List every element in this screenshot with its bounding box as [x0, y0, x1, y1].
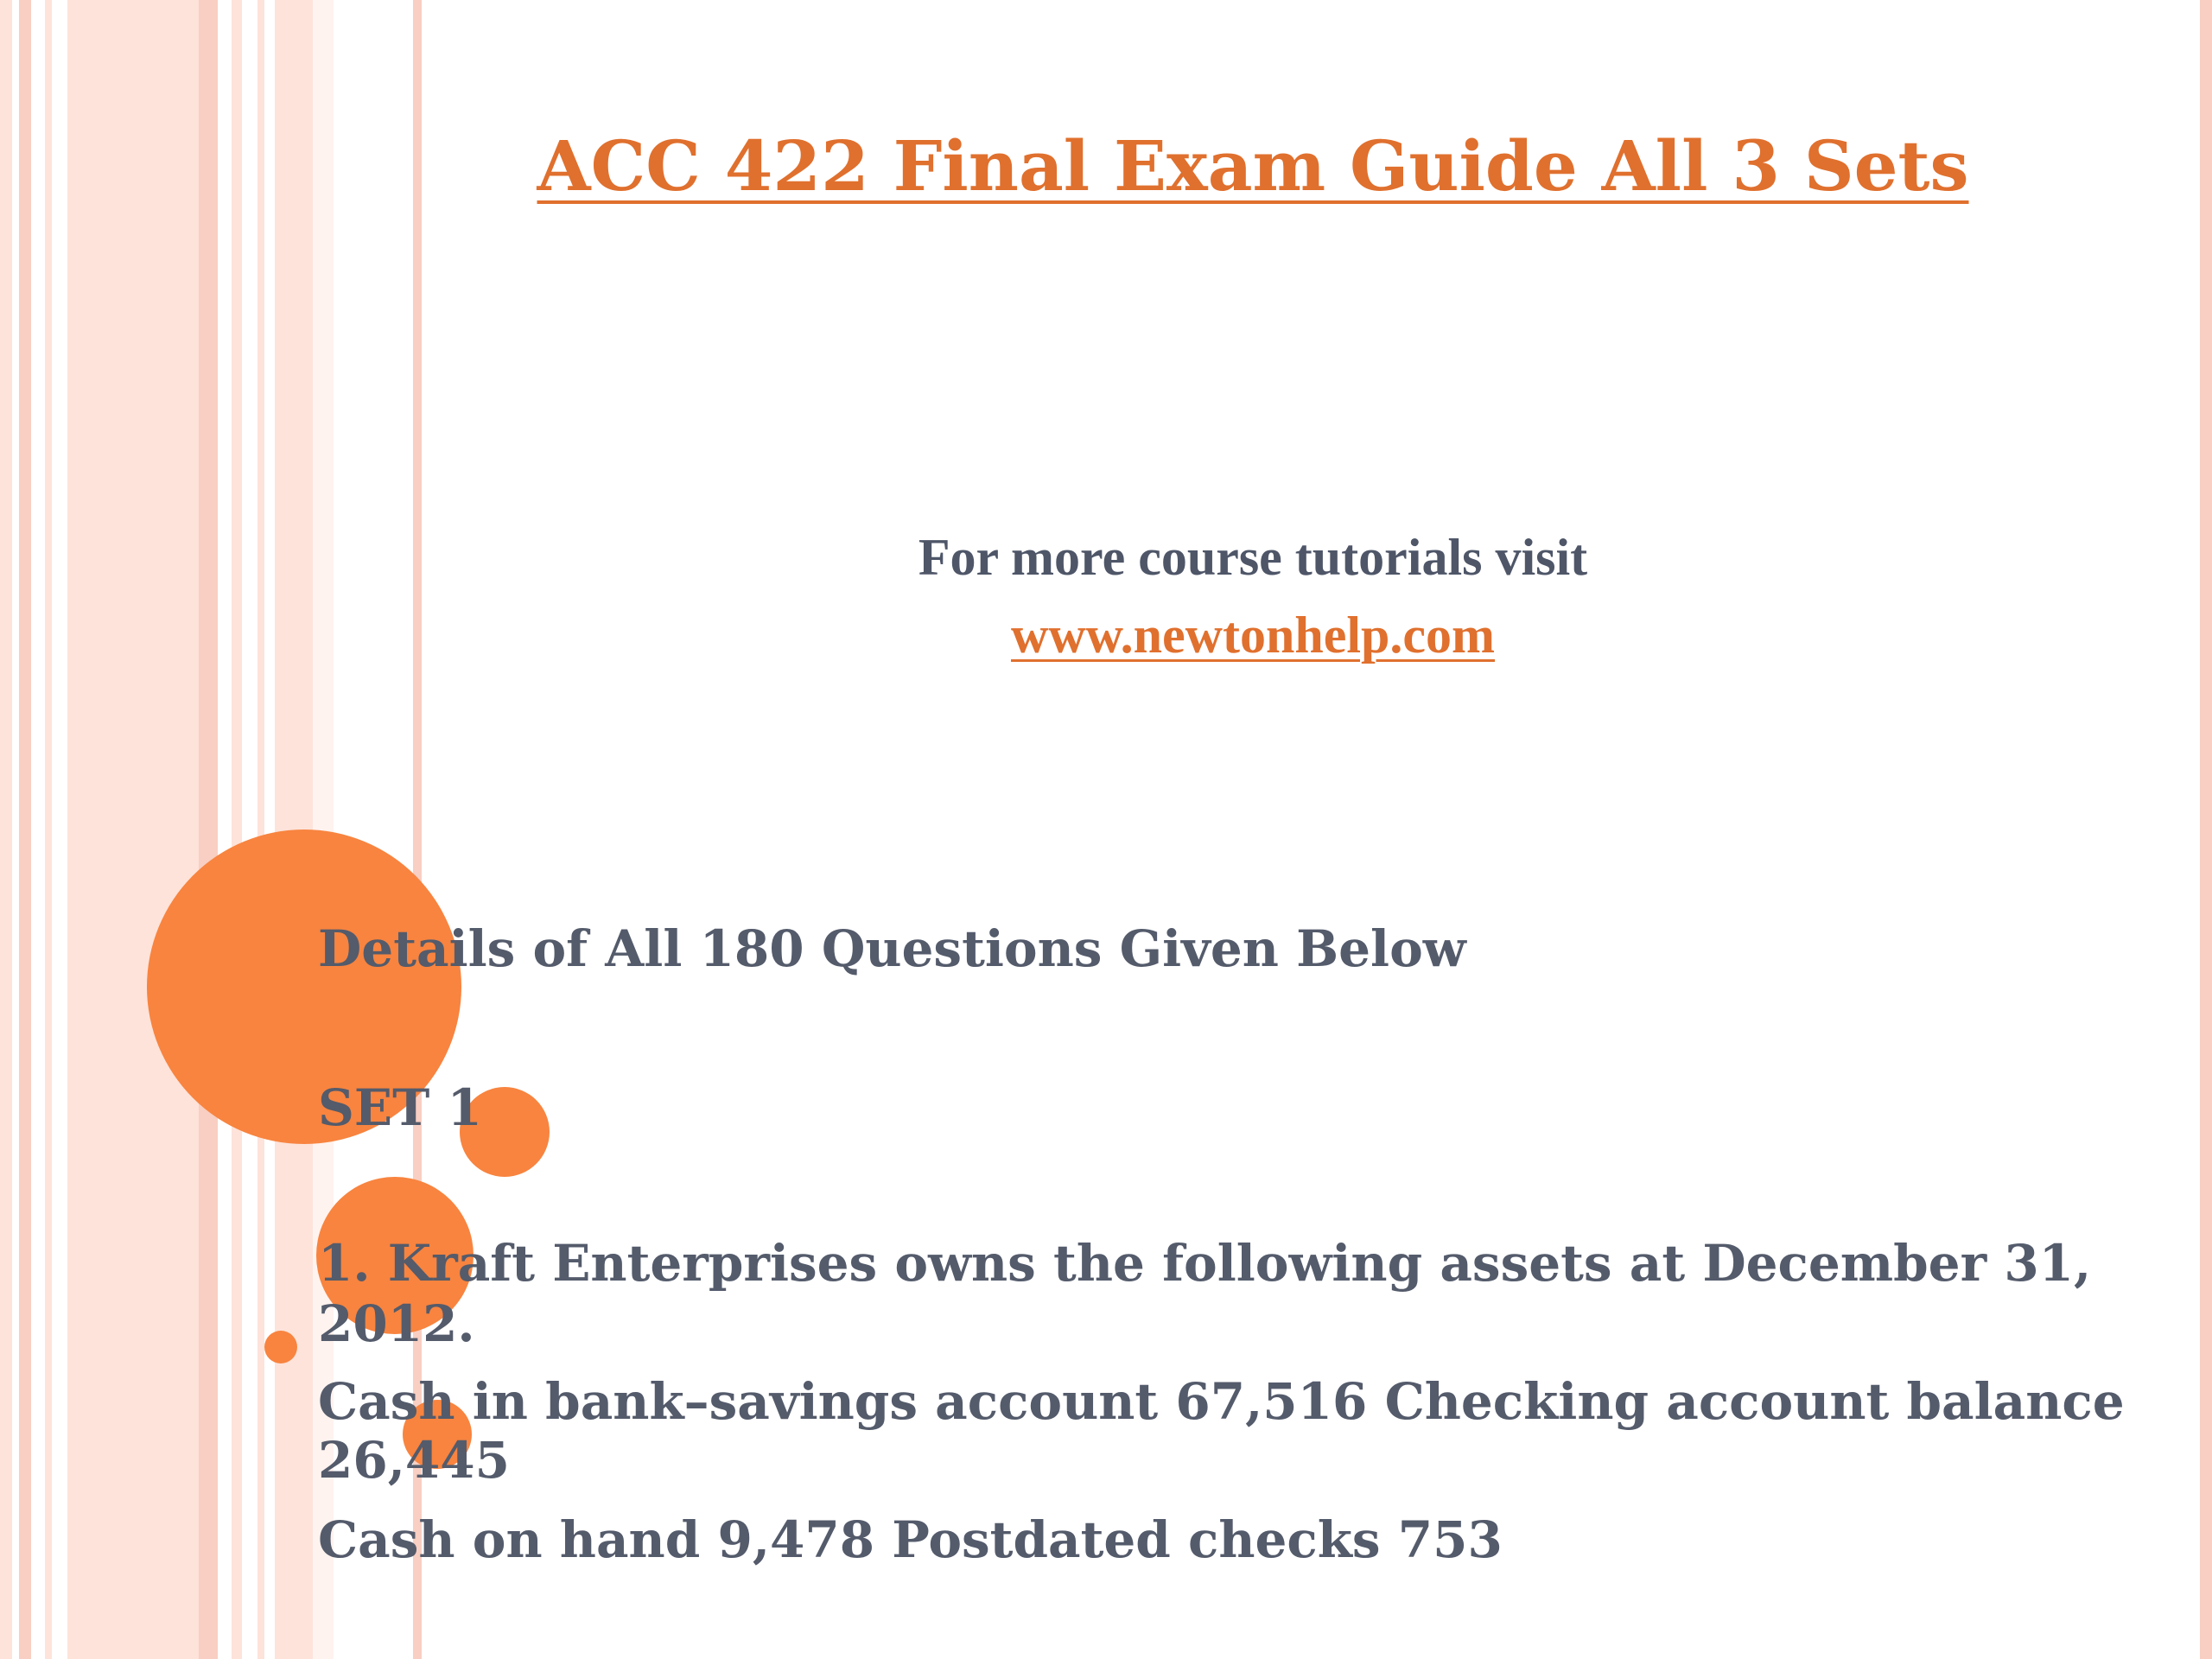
slide-title: ACC 422 Final Exam Guide All 3 Sets: [537, 125, 1969, 207]
cash-line-3: Cash on hand 9,478 Postdated checks 753: [318, 1510, 1503, 1569]
visit-text: For more course tutorials visit: [918, 529, 1588, 586]
question-line-2: 2012.: [318, 1294, 475, 1353]
cash-line-1: Cash in bank–savings account 67,516 Checking account balance: [318, 1372, 2125, 1431]
decor-stripe: [257, 0, 264, 1659]
decor-stripe: [199, 0, 218, 1659]
decor-stripe: [67, 0, 93, 1659]
question-line-1: 1. Kraft Enterprises owns the following assets at December 31,: [318, 1234, 2092, 1293]
decor-stripe: [0, 0, 12, 1659]
cash-line-2: 26,445: [318, 1431, 510, 1490]
right-edge-border: [2200, 0, 2212, 1659]
details-heading: Details of All 180 Questions Given Below: [318, 919, 1466, 978]
decor-stripe: [19, 0, 31, 1659]
decor-stripe: [232, 0, 242, 1659]
decor-circle-tiny: [264, 1331, 297, 1363]
website-link[interactable]: www.newtonhelp.com: [1010, 607, 1495, 664]
decor-stripe: [45, 0, 52, 1659]
decor-stripe: [93, 0, 199, 1659]
set-label: SET 1: [318, 1078, 482, 1137]
